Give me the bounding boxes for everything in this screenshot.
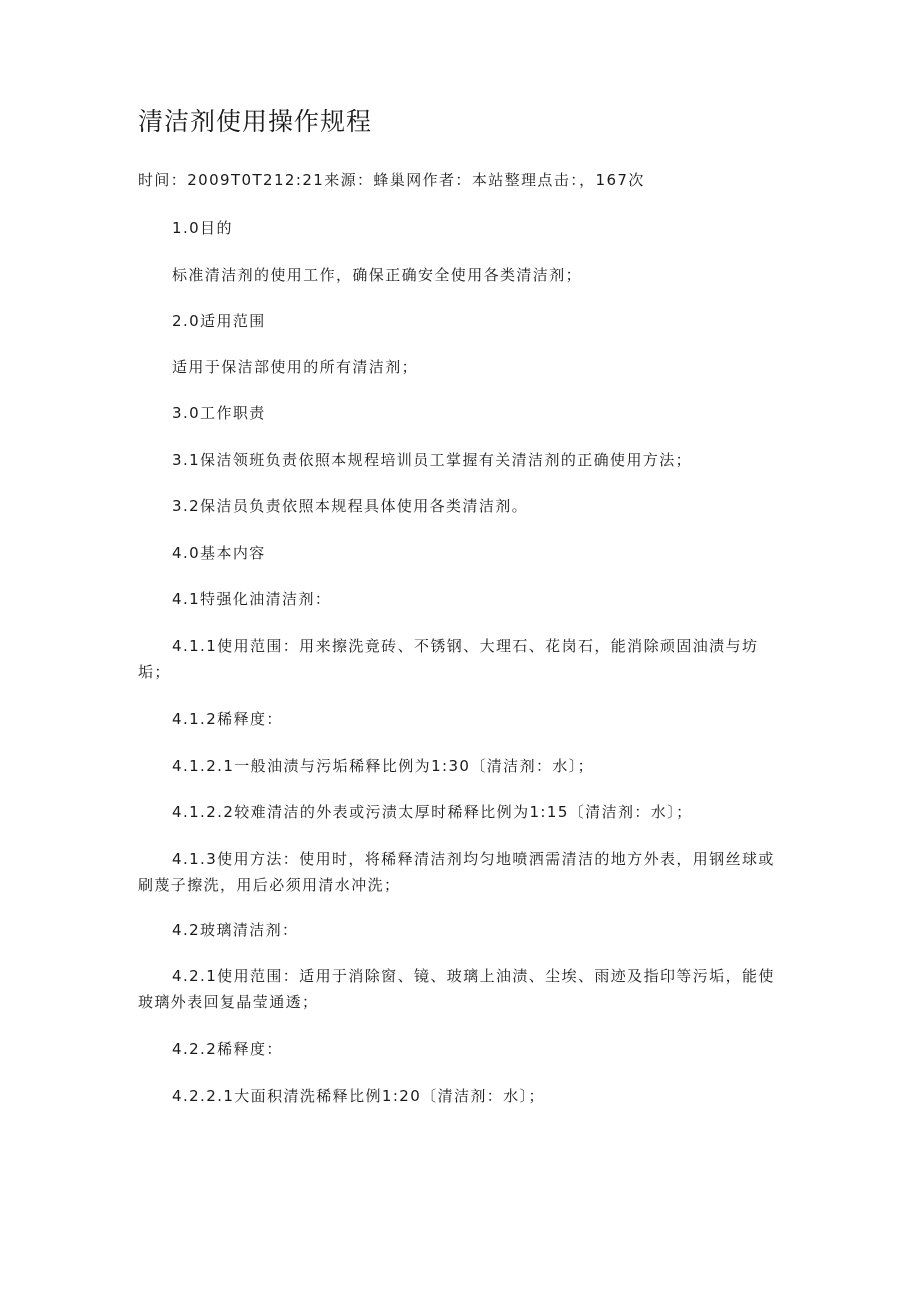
paragraph-4-1-3: 4.1.3使用方法：使用时，将稀释清洁剂均匀地喷洒需清洁的地方外表，用钢丝球或刷蔑子擦洗，用后必须用清水冲洗；: [138, 850, 775, 894]
paragraph-4-2-2-1: 4.2.2.1大面积清洗稀释比例1:20〔清洁剂：水〕；: [172, 1087, 545, 1105]
section-heading-3-0: 3.0工作职责: [172, 404, 266, 422]
paragraph-purpose: 标准清洁剂的使用工作，确保正确安全使用各类清洁剂；: [172, 266, 583, 284]
paragraph-3-1: 3.1保洁领班负责依照本规程培训员工掌握有关清洁剂的正确使用方法；: [172, 451, 693, 469]
document-title: 清洁剂使用操作规程: [138, 107, 373, 136]
document-meta-line: 时间：2009T0T212:21来源：蜂巢网作者：本站整理点击：，167次: [138, 171, 645, 189]
section-heading-4-0: 4.0基本内容: [172, 544, 266, 562]
paragraph-4-1-2: 4.1.2稀释度：: [172, 710, 283, 728]
paragraph-4-1-1: 4.1.1使用范围：用来擦洗竟砖、不锈钢、大理石、花岗石，能消除顽固油渍与坊垢；: [138, 637, 759, 681]
paragraph-scope: 适用于保洁部使用的所有清洁剂；: [172, 358, 419, 376]
paragraph-4-1-2-2: 4.1.2.2较难清洁的外表或污渍太厚时稀释比例为1:15〔清洁剂：水〕；: [172, 803, 693, 821]
paragraph-4-2-1: 4.2.1使用范围：适用于消除窗、镜、玻璃上油渍、尘埃、雨迹及指印等污垢，能使玻璃外表回复晶莹通透；: [138, 967, 775, 1011]
paragraph-3-2: 3.2保洁员负责依照本规程具体使用各类清洁剂。: [172, 497, 529, 515]
paragraph-4-2-2: 4.2.2稀释度：: [172, 1040, 283, 1058]
paragraph-4-1-2-1: 4.1.2.1一般油渍与污垢稀释比例为1:30〔清洁剂：水〕；: [172, 757, 595, 775]
paragraph-4-2: 4.2玻璃清洁剂：: [172, 921, 299, 939]
section-heading-1-0: 1.0目的: [172, 219, 233, 237]
paragraph-4-1: 4.1特强化油清洁剂：: [172, 590, 332, 608]
section-heading-2-0: 2.0适用范围: [172, 312, 266, 330]
